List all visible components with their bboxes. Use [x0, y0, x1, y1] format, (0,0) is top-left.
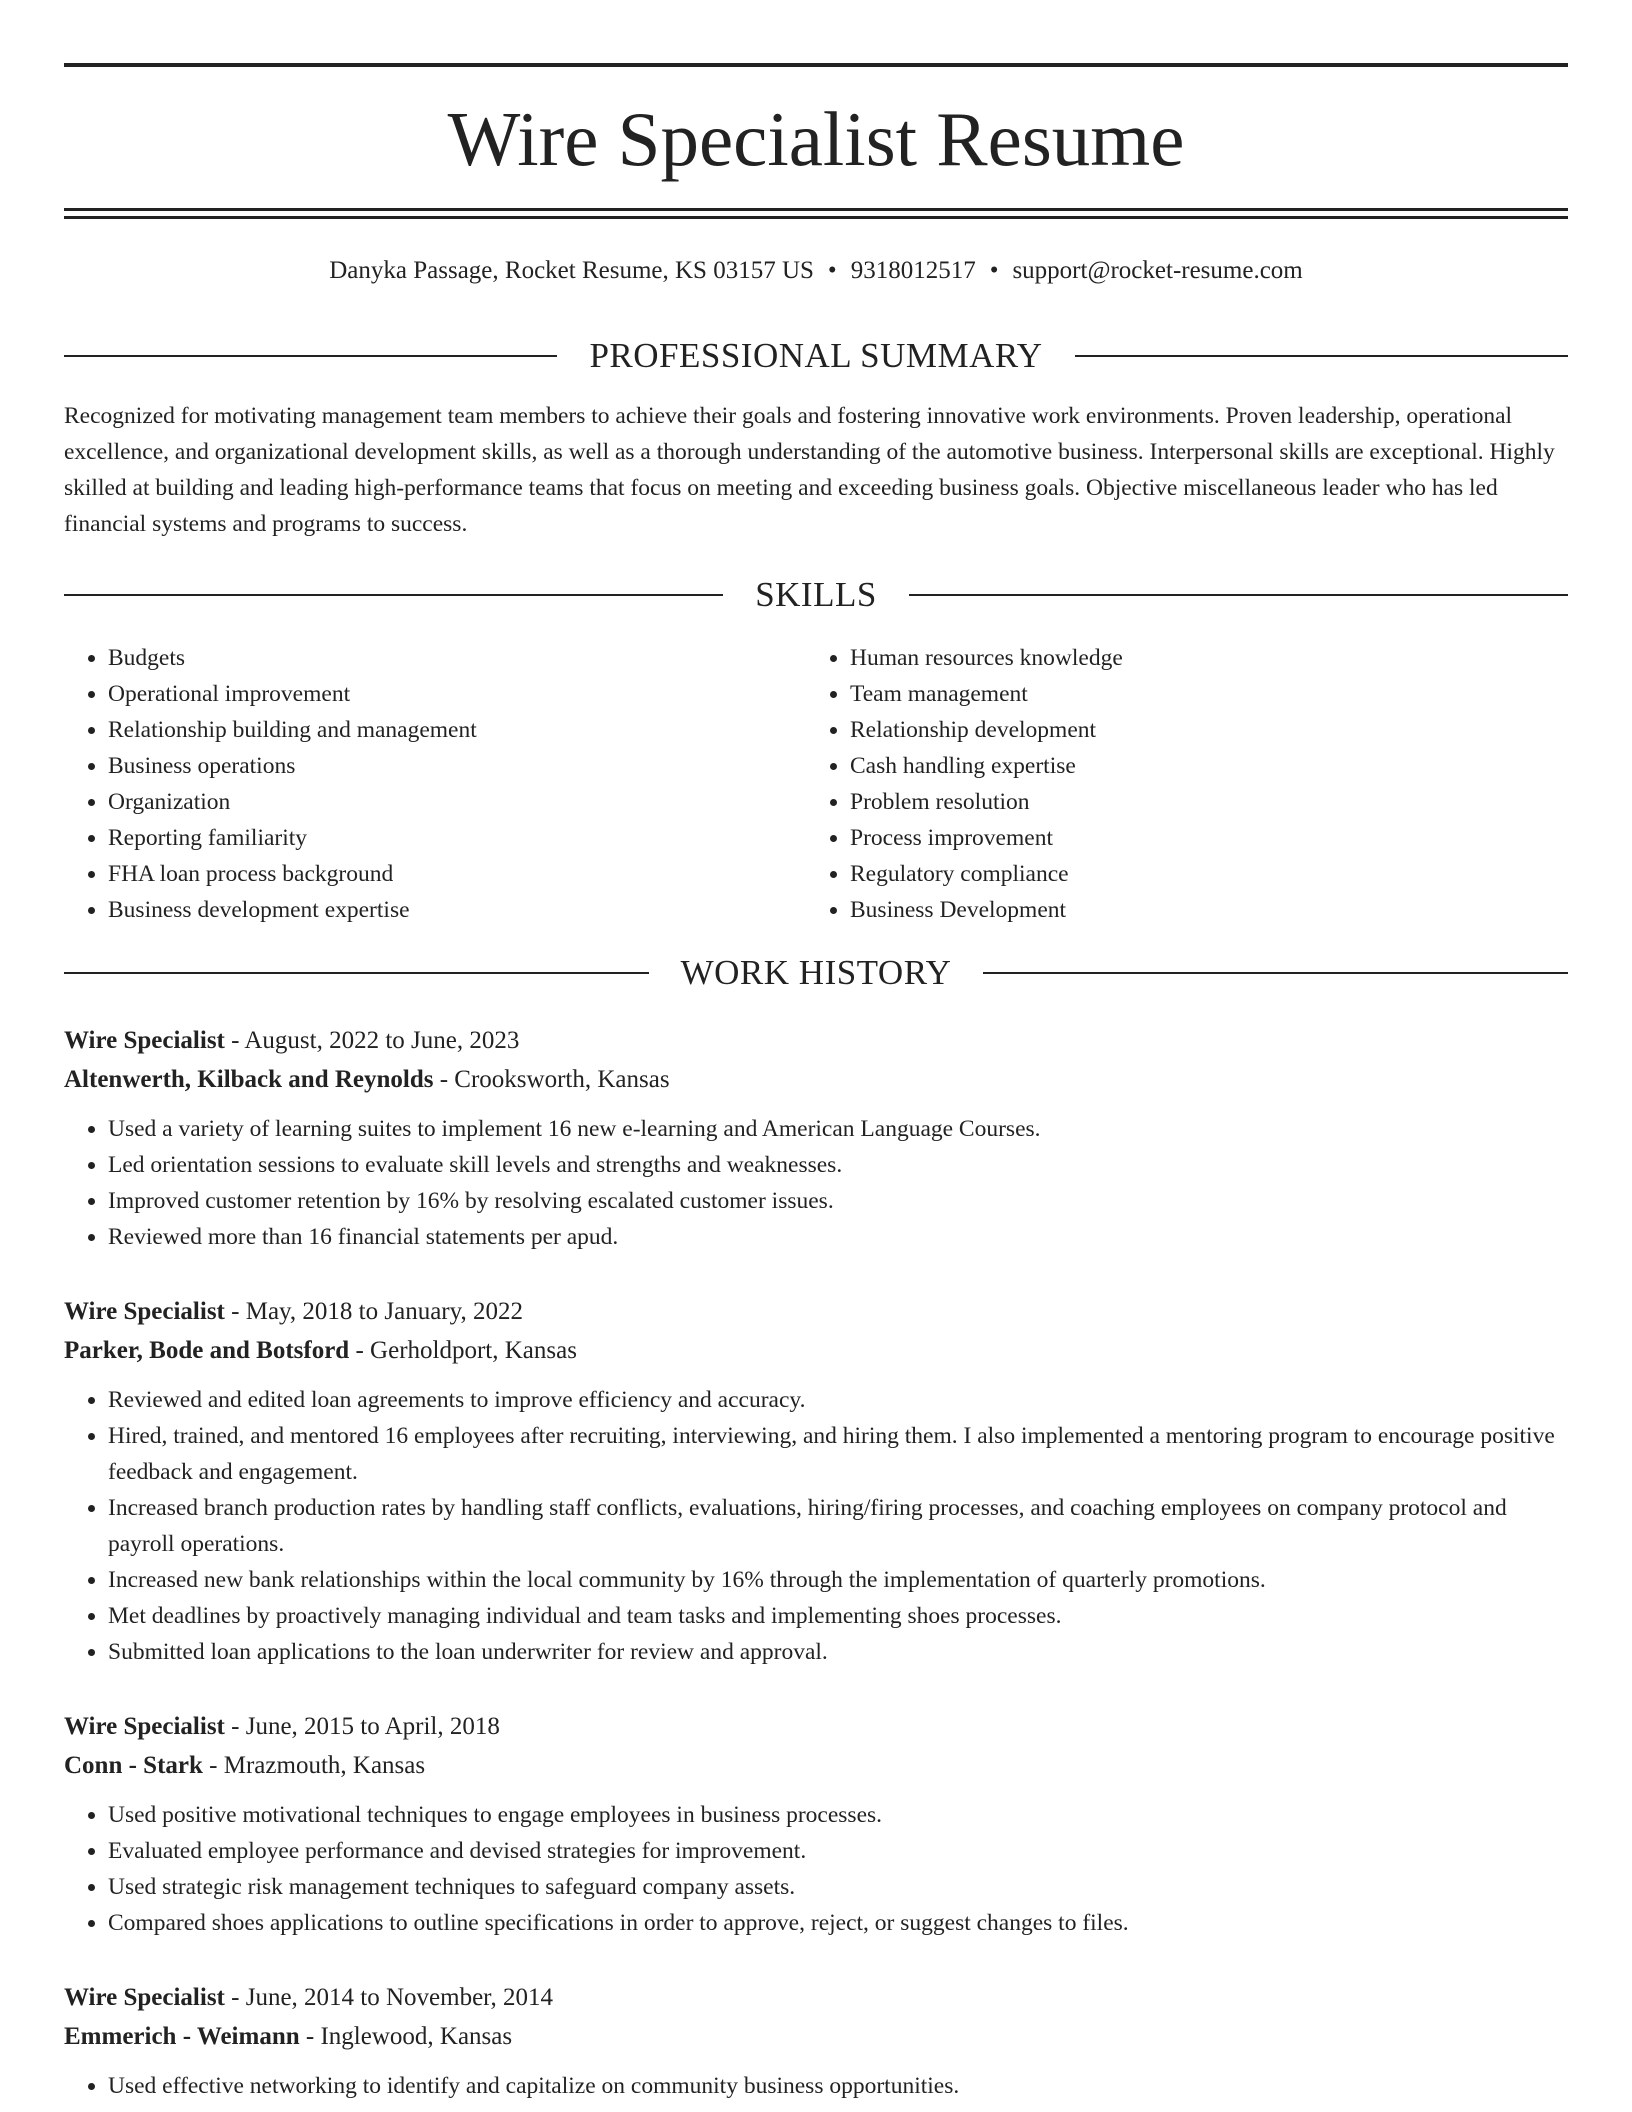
job-bullet: • Used strategic risk management techniques to safeguard company assets. — [108, 1869, 1568, 1905]
skill-item: • Team management — [850, 676, 1548, 712]
skill-item: • Relationship development — [850, 712, 1548, 748]
job-bullets — [64, 1111, 1568, 1255]
job-bullet: • Compared shoes applications to outline specifications in order to approve, reject, or suggest changes to files. — [108, 1905, 1568, 1941]
job-company: Emmerich - Weimann — [64, 2023, 300, 2050]
contact-separator: • — [989, 257, 999, 284]
job-bullet: • Used a variety of learning suites to implement 16 new e-learning and American Language Courses. — [108, 1111, 1568, 1147]
heading-rule-right — [983, 972, 1568, 974]
summary-text: Recognized for motivating management team members to achieve their goals and fostering innovative work environments. Proven leadership, operational excellence, and organizational development skills, as well as a thorough understanding of the automotive business. Interpersonal skills are exceptional. Highly skilled at building and leading high-performance teams that focus on meeting and exceeding business goals. Objective miscellaneous leader who has led financial systems and programs to success. — [64, 403, 1555, 537]
job-bullet: • Evaluated employee performance and devised strategies for improvement. — [108, 1833, 1568, 1869]
job-location: - Mrazmouth, Kansas — [202, 1752, 426, 1779]
job-company: Parker, Bode and Botsford — [64, 1337, 350, 1364]
job-title: Wire Specialist — [64, 1984, 225, 2011]
job-bullets — [64, 1382, 1568, 1670]
job-company-line — [64, 1746, 1568, 1785]
job-bullet: • Led orientation sessions to evaluate skill levels and strengths and weaknesses. — [108, 1147, 1568, 1183]
section-heading-work — [64, 951, 1568, 995]
skill-item: • Problem resolution — [850, 784, 1548, 820]
contact-address: Danyka Passage, Rocket Resume, KS 03157 US — [329, 257, 814, 284]
heading-rule-right — [909, 594, 1568, 596]
skill-item: • Regulatory compliance — [850, 856, 1548, 892]
job-bullets — [64, 2068, 1568, 2104]
section-title-summary: PROFESSIONAL SUMMARY — [589, 336, 1043, 375]
heading-rule-left — [64, 972, 649, 974]
section-title-skills: SKILLS — [755, 575, 877, 614]
job-company: Conn - Stark — [64, 1752, 203, 1779]
skill-item: • Organization — [108, 784, 806, 820]
section-title-work: WORK HISTORY — [680, 953, 952, 992]
job-entry — [64, 1707, 1568, 1941]
job-bullet: • Increased branch production rates by handling staff conflicts, evaluations, hiring/firing processes, and coaching employees on company protocol and payroll operations. — [108, 1490, 1568, 1562]
job-company-line — [64, 2017, 1568, 2056]
job-role-line — [64, 1292, 1568, 1331]
section-heading-summary — [64, 334, 1568, 378]
job-bullets — [64, 1797, 1568, 1941]
job-role-line — [64, 1021, 1568, 1060]
skill-item: • Reporting familiarity — [108, 820, 806, 856]
contact-phone: 9318012517 — [850, 257, 976, 284]
header-double-rule-upper — [64, 208, 1568, 211]
heading-rule-left — [64, 355, 557, 357]
job-role-line — [64, 1707, 1568, 1746]
job-dates: - May, 2018 to January, 2022 — [224, 1298, 523, 1325]
skill-item: • Business Development — [850, 892, 1548, 928]
resume-title: Wire Specialist Resume — [447, 96, 1185, 182]
job-title: Wire Specialist — [64, 1027, 225, 1054]
job-entry — [64, 1021, 1568, 1255]
skills-list — [64, 640, 1568, 928]
skills-column-left — [64, 640, 806, 928]
contact-separator: • — [827, 257, 837, 284]
job-dates: - June, 2014 to November, 2014 — [224, 1984, 554, 2011]
skill-item: • Process improvement — [850, 820, 1548, 856]
job-dates: - June, 2015 to April, 2018 — [224, 1713, 500, 1740]
job-title: Wire Specialist — [64, 1298, 225, 1325]
job-title: Wire Specialist — [64, 1713, 225, 1740]
job-bullet: • Met deadlines by proactively managing individual and team tasks and implementing shoes processes. — [108, 1598, 1568, 1634]
job-role-line — [64, 1978, 1568, 2017]
job-bullet: • Reviewed more than 16 financial statements per apud. — [108, 1219, 1568, 1255]
heading-rule-left — [64, 594, 723, 596]
job-entry — [64, 1978, 1568, 2104]
job-bullet: • Improved customer retention by 16% by resolving escalated customer issues. — [108, 1183, 1568, 1219]
job-entry — [64, 1292, 1568, 1670]
header-top-rule — [64, 63, 1568, 67]
skill-item: • Budgets — [108, 640, 806, 676]
job-bullet: • Used positive motivational techniques to engage employees in business processes. — [108, 1797, 1568, 1833]
contact-email: support@rocket-resume.com — [1012, 257, 1303, 284]
job-bullet: • Hired, trained, and mentored 16 employees after recruiting, interviewing, and hiring them. I also implemented a mentoring program to encourage positive feedback and engagement. — [108, 1418, 1568, 1490]
job-bullet: • Reviewed and edited loan agreements to improve efficiency and accuracy. — [108, 1382, 1568, 1418]
job-dates: - August, 2022 to June, 2023 — [224, 1027, 520, 1054]
skill-item: • Human resources knowledge — [850, 640, 1548, 676]
skills-column-right — [806, 640, 1548, 928]
job-company: Altenwerth, Kilback and Reynolds — [64, 1066, 434, 1093]
section-heading-skills — [64, 573, 1568, 617]
job-bullet: • Increased new bank relationships within the local community by 16% through the implementation of quarterly promotions. — [108, 1562, 1568, 1598]
job-location: - Gerholdport, Kansas — [349, 1337, 577, 1364]
skill-item: • Business development expertise — [108, 892, 806, 928]
job-company-line — [64, 1331, 1568, 1370]
skill-item: • FHA loan process background — [108, 856, 806, 892]
heading-rule-right — [1075, 355, 1568, 357]
skill-item: • Relationship building and management — [108, 712, 806, 748]
job-location: - Inglewood, Kansas — [299, 2023, 513, 2050]
job-bullet: • Used effective networking to identify and capitalize on community business opportunities. — [108, 2068, 1568, 2104]
contact-line — [64, 254, 1568, 288]
job-bullet: • Submitted loan applications to the loan underwriter for review and approval. — [108, 1634, 1568, 1670]
job-location: - Crooksworth, Kansas — [433, 1066, 670, 1093]
header-double-rule-lower — [64, 216, 1568, 219]
skill-item: • Business operations — [108, 748, 806, 784]
skill-item: • Operational improvement — [108, 676, 806, 712]
job-company-line — [64, 1060, 1568, 1099]
skill-item: • Cash handling expertise — [850, 748, 1548, 784]
